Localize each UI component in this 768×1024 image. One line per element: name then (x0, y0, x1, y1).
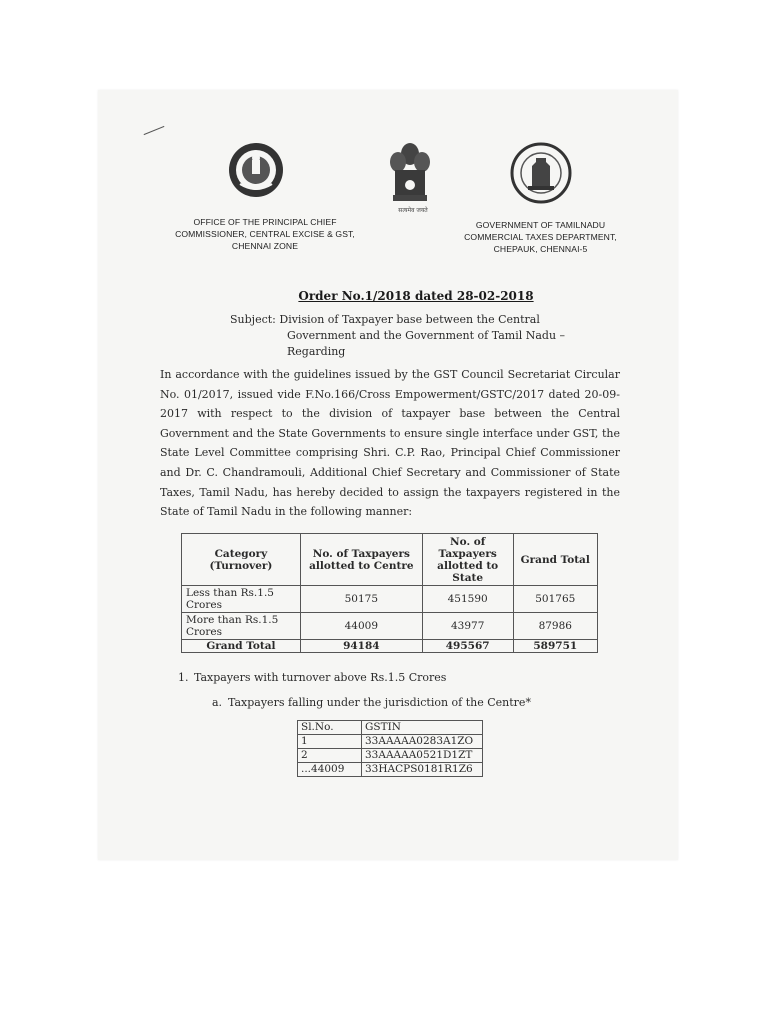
emblem-motto: सत्यमेव जयते (398, 207, 428, 214)
subject-line: Regarding (287, 345, 346, 358)
state-office-address (448, 219, 633, 255)
table-cell: 451590 (422, 586, 513, 613)
body-paragraph: In accordance with the guidelines issued by the GST Council Secretariat Circular No. 01/2017, issued vide F.No.166/Cross Empowerment/GSTC/2017 dated 20-09-2017 with respect to the division of taxpayer base between the Central Government and the State Governments to ensure single interface under GST, the State Level Committee comprising Shri. C.P. Rao, Principal Chief Commissioner and Dr. C. Chandramouli, Additional Chief Secretary and Commissioner of State Taxes, Tamil Nadu, has hereby decided to assign the taxpayers registered in the State of Tamil Nadu in the following manner: (160, 368, 620, 519)
table-row (298, 763, 483, 777)
table-row (182, 586, 598, 613)
table-row (298, 735, 483, 749)
table-cell: 33AAAAA0283A1ZO (362, 735, 483, 749)
table-cell: 33HACPS0181R1Z6 (362, 763, 483, 777)
subject-label: Subject: (230, 313, 276, 326)
table-cell: 501765 (513, 586, 597, 613)
list-number: 1. (178, 671, 189, 684)
list-text: Taxpayers with turnover above Rs.1.5 Crores (194, 671, 447, 684)
gstin-table (297, 720, 483, 777)
order-title: Order No.1/2018 dated 28-02-2018 (298, 289, 534, 303)
address-line: CHENNAI ZONE (231, 241, 299, 251)
column-header: Category (Turnover) (182, 534, 301, 586)
table-cell: Less than Rs.1.5 Crores (182, 586, 301, 613)
national-emblem-icon (385, 140, 435, 215)
tamilnadu-seal-icon (510, 142, 572, 204)
table-header-row (182, 534, 598, 586)
central-office-address (160, 216, 370, 252)
subject-block (230, 312, 630, 360)
table-cell: 2 (298, 749, 362, 763)
column-header: No. of Taxpayers allotted to Centre (300, 534, 422, 586)
table-cell: 94184 (300, 640, 422, 653)
table-cell: 87986 (513, 613, 597, 640)
column-header: No. of Taxpayers allotted to State (422, 534, 513, 586)
table-cell: Grand Total (182, 640, 301, 653)
list-letter: a. (212, 696, 223, 709)
table-cell: 495567 (422, 640, 513, 653)
table-cell: More than Rs.1.5 Crores (182, 613, 301, 640)
subject-line: Division of Taxpayer base between the Central (279, 313, 540, 326)
address-line: COMMERCIAL TAXES DEPARTMENT, (464, 232, 617, 242)
table-row (298, 749, 483, 763)
address-line: OFFICE OF THE PRINCIPAL CHIEF (193, 217, 337, 227)
list-text: Taxpayers falling under the jurisdiction of the Centre* (228, 696, 531, 709)
column-header: Sl.No. (298, 721, 362, 735)
table-cell: 33AAAAA0521D1ZT (362, 749, 483, 763)
table-row (182, 613, 598, 640)
table-cell: 43977 (422, 613, 513, 640)
table-cell: 50175 (300, 586, 422, 613)
address-line: COMMISSIONER, CENTRAL EXCISE & GST, (175, 229, 355, 239)
list-item (212, 696, 531, 710)
column-header: GSTIN (362, 721, 483, 735)
grand-total-row (182, 640, 598, 653)
subject-line: Government and the Government of Tamil Nadu – (287, 329, 566, 342)
cbec-seal-icon (226, 140, 286, 200)
list-item (178, 671, 446, 685)
table-cell: 44009 (300, 613, 422, 640)
table-header-row (298, 721, 483, 735)
column-header: Grand Total (513, 534, 597, 586)
table-cell: ...44009 (298, 763, 362, 777)
address-line: CHEPAUK, CHENNAI-5 (493, 244, 588, 254)
taxpayer-allocation-table (181, 533, 598, 653)
table-cell: 1 (298, 735, 362, 749)
table-cell: 589751 (513, 640, 597, 653)
address-line: GOVERNMENT OF TAMILNADU (475, 220, 606, 230)
